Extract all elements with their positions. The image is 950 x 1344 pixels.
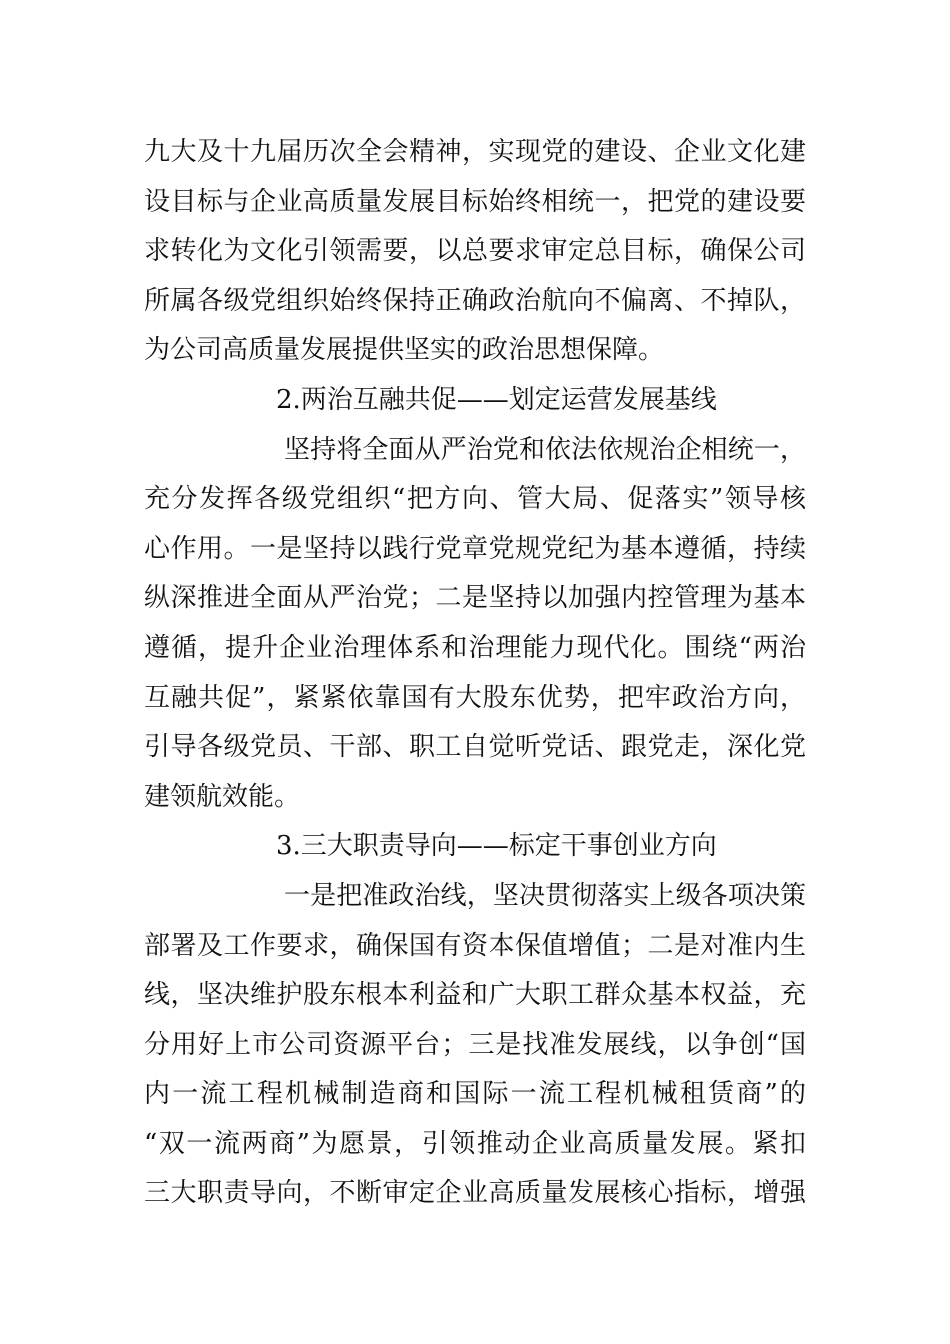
- text-line: 九大及十九届历次全会精神，实现党的建设、企业文化建: [144, 137, 806, 167]
- text-line: 纵深推进全面从严治党；二是坚持以加强内控管理为基本: [144, 583, 806, 614]
- text-line: 建领航效能。: [144, 781, 301, 812]
- text-line: 部署及工作要求，确保国有资本保值增值；二是对准内生: [144, 930, 806, 961]
- text-line: 心作用。一是坚持以践行党章党规党纪为基本遵循，持续: [144, 533, 806, 564]
- paragraph-1: [144, 128, 806, 376]
- text-line: 一是把准政治线，坚决贯彻落实上级各项决策: [284, 880, 806, 911]
- text-line: 设目标与企业高质量发展目标始终相统一，把党的建设要: [144, 186, 806, 217]
- text-line: 所属各级党组织始终保持正确政治航向不偏离、不掉队，: [144, 285, 806, 316]
- document-body: [144, 128, 806, 1219]
- text-line: 充分发挥各级党组织“把方向、管大局、促落实”领导核: [144, 484, 806, 515]
- text-line: 互融共促”，紧紧依靠国有大股东优势，把牢政治方向，: [144, 682, 806, 713]
- text-line: “双一流两商”为愿景，引领推动企业高质量发展。紧扣: [144, 1128, 806, 1159]
- text-line: 为公司高质量发展提供坚实的政治思想保障。: [144, 335, 665, 366]
- text-line: 三大职责导向，不断审定企业高质量发展核心指标，增强: [144, 1178, 806, 1209]
- text-line: 引导各级党员、干部、职工自觉听党话、跟党走，深化党: [144, 732, 806, 763]
- paragraph-3: [144, 872, 806, 1219]
- section-heading-2: 2.两治互融共促——划定运营发展基线: [276, 384, 717, 415]
- text-line: 遵循，提升企业治理体系和治理能力现代化。围绕“两治: [144, 632, 806, 663]
- text-line: 分用好上市公司资源平台；三是找准发展线，以争创“国: [144, 1029, 806, 1060]
- text-line: 求转化为文化引领需要，以总要求审定总目标，确保公司: [144, 236, 806, 267]
- paragraph-2: [144, 426, 806, 823]
- section-heading-3: 3.三大职责导向——标定干事创业方向: [276, 831, 717, 862]
- text-line: 内一流工程机械制造商和国际一流工程机械租赁商”的: [144, 1079, 806, 1110]
- text-line: 坚持将全面从严治党和依法依规治企相统一，: [284, 434, 806, 465]
- text-line: 线，坚决维护股东根本利益和广大职工群众基本权益，充: [144, 980, 806, 1011]
